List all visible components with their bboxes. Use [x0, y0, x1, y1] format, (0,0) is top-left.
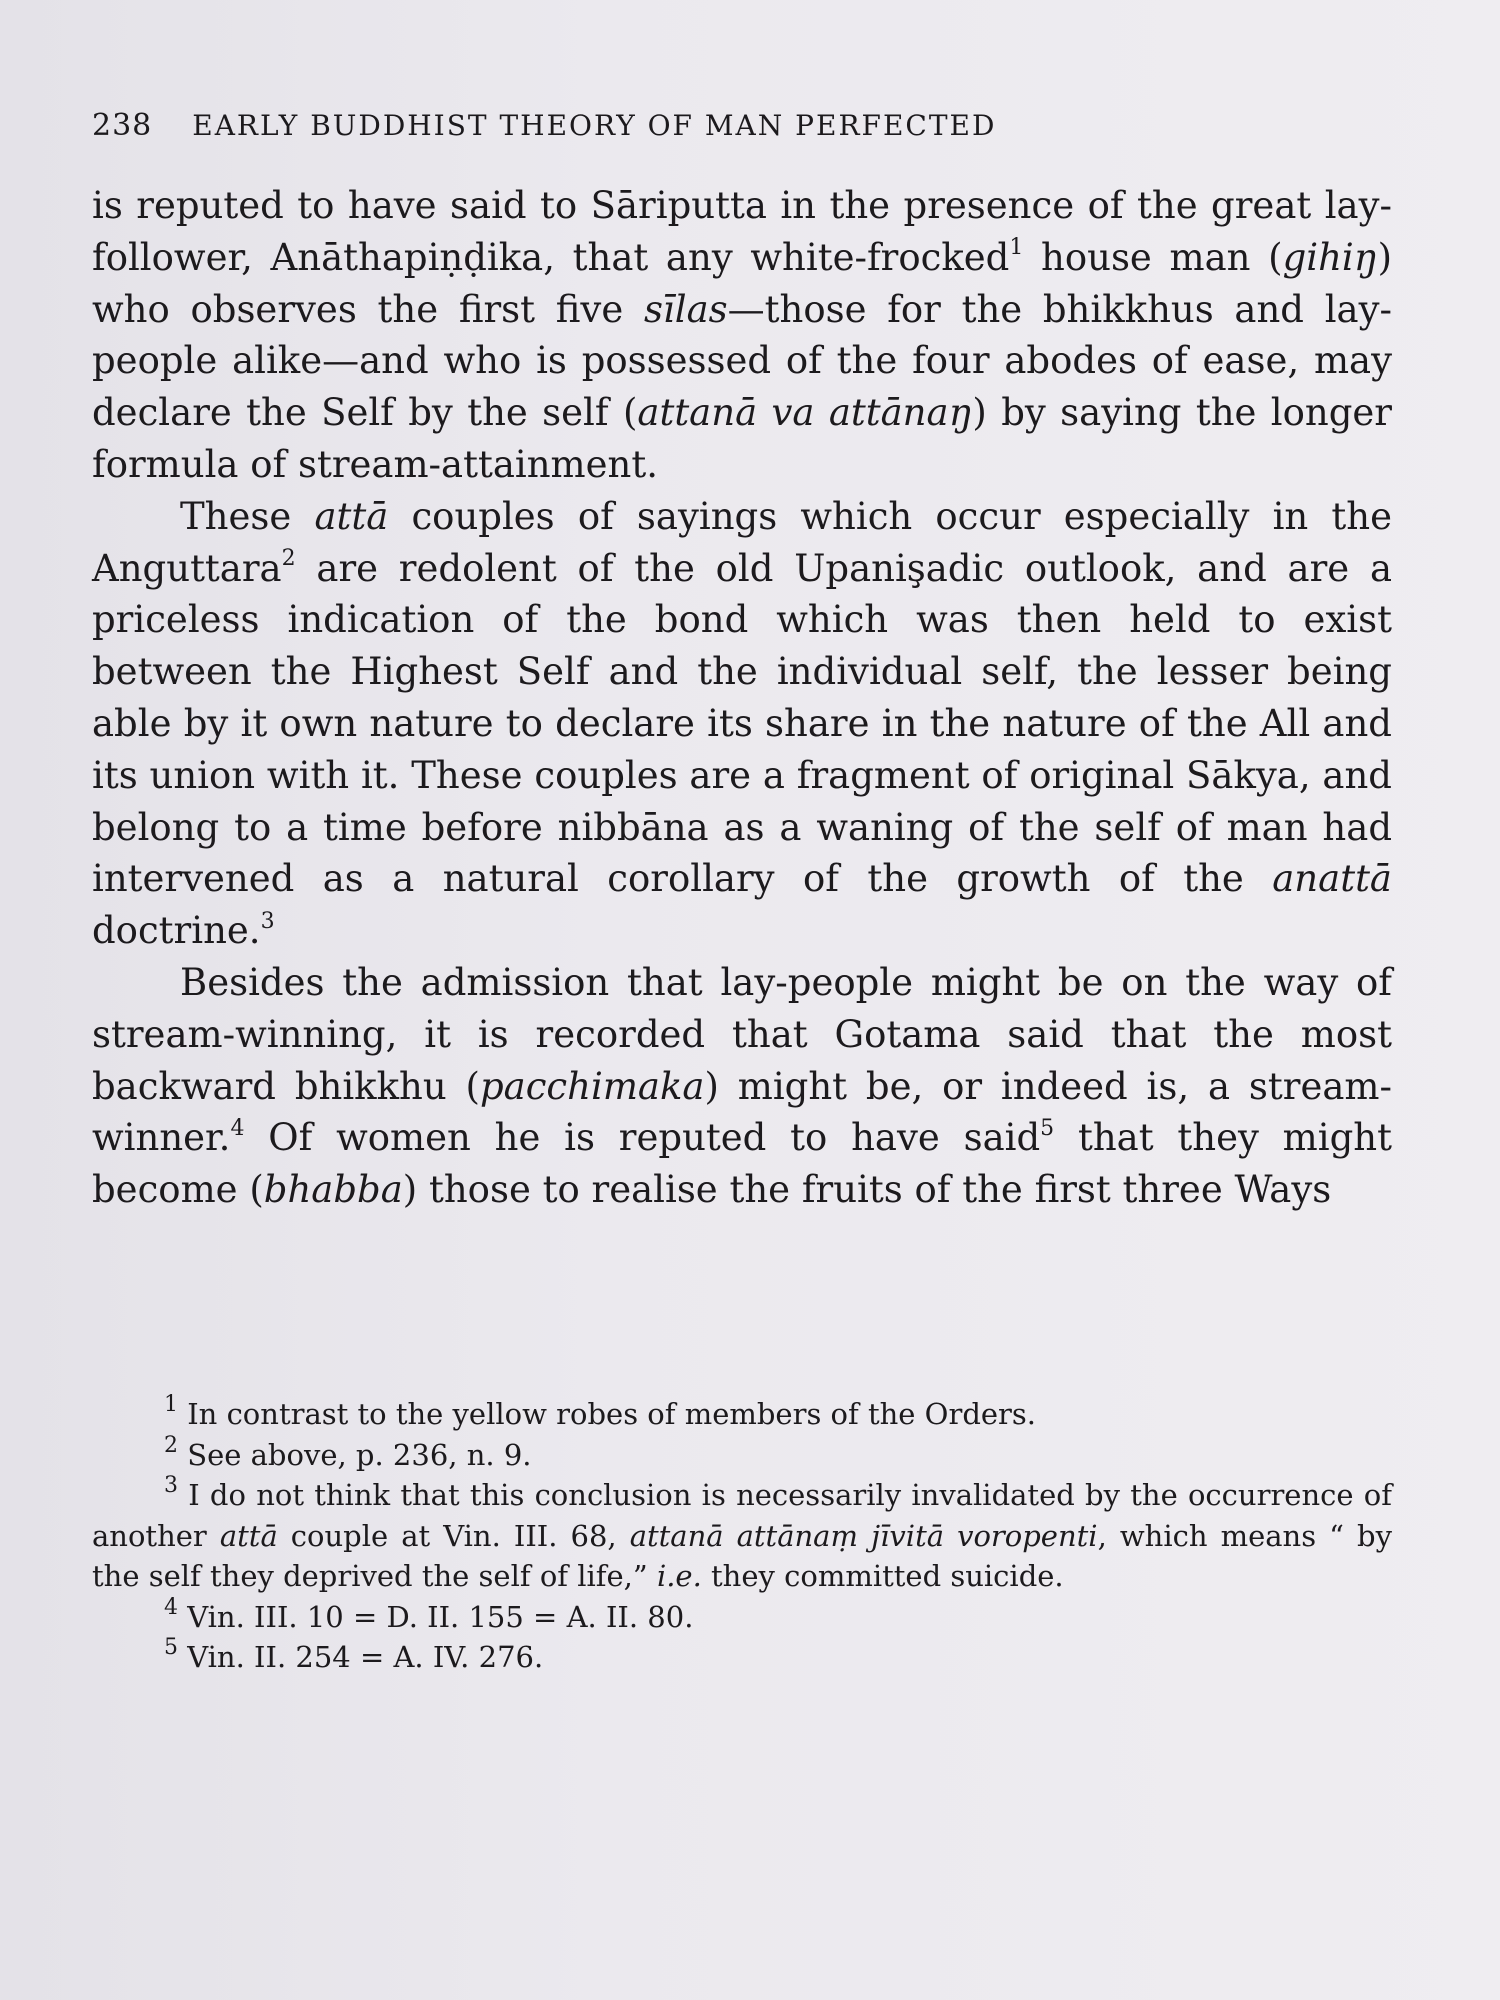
- text-span: Besides the admission that lay-people might be on the way of stream-winning, it is recorded that Gotama said that the most backward bhikkhu (: [92, 960, 1392, 1108]
- footnote-mark: 1: [164, 1392, 178, 1418]
- footnote-text: Vin. III. 10 = D. II. 155 = A. II. 80.: [178, 1599, 694, 1634]
- pali-term: attā: [219, 1518, 278, 1553]
- footnote-3: [92, 1475, 1392, 1597]
- text-span: couples of sayings which occur especially in the Anguttara: [92, 494, 1392, 590]
- footnote-mark: 3: [164, 1473, 178, 1499]
- footnote-text: they committed suicide.: [701, 1559, 1064, 1593]
- page-number: 238: [92, 108, 153, 143]
- pali-term: attā: [314, 494, 389, 538]
- paragraph-3: [92, 957, 1392, 1216]
- footnote-2: [92, 1432, 1392, 1476]
- main-text: [92, 180, 1392, 1216]
- footnote-text: I do not think that this conclusion is necessarily invalidated by the occurrence of another: [92, 1478, 1392, 1553]
- text-span: —those for the bhikkhus and lay-people alike—and who is possessed of the four abodes of ease, may declare the Self by the self (: [92, 287, 1392, 435]
- footnote-5: [92, 1637, 1392, 1678]
- pali-term: sīlas: [643, 287, 728, 331]
- footnote-text: couple at Vin. III. 68,: [277, 1518, 630, 1553]
- abbreviation: i.e.: [656, 1559, 702, 1593]
- running-header: [92, 108, 1392, 143]
- footnote-ref-5: 5: [1040, 1116, 1055, 1142]
- paragraph-1: [92, 180, 1392, 491]
- pali-term: pacchimaka: [479, 1064, 705, 1108]
- text-span: Of women he is reputed to have said: [244, 1116, 1041, 1160]
- footnotes: [92, 1394, 1392, 1678]
- running-title: EARLY BUDDHIST THEORY OF MAN PERFECTED: [192, 109, 997, 142]
- footnote-ref-1: 1: [1009, 235, 1024, 261]
- text-span: These: [180, 494, 315, 538]
- text-span: doctrine.: [92, 909, 261, 953]
- footnote-ref-3: 3: [260, 908, 275, 934]
- paragraph-2: [92, 491, 1392, 957]
- text-span: ) who observes the first five: [92, 235, 1393, 331]
- pali-term: gihiŋ: [1282, 235, 1378, 279]
- footnote-mark: 5: [164, 1635, 178, 1661]
- footnote-text: In contrast to the yellow robes of members of the Orders.: [178, 1397, 1037, 1431]
- footnote-text: , which means “ by the self they deprived the self of life,”: [92, 1518, 1392, 1593]
- footnote-ref-2: 2: [281, 546, 296, 572]
- footnote-mark: 2: [164, 1432, 178, 1458]
- footnote-1: [92, 1394, 1392, 1435]
- text-span: ) those to realise the fruits of the first three Ways: [402, 1168, 1332, 1212]
- footnote-text: Vin. II. 254 = A. IV. 276.: [178, 1640, 544, 1674]
- text-span: house man (: [1023, 235, 1283, 279]
- pali-term: attanā attānaṃ jīvitā voropenti: [629, 1518, 1098, 1553]
- footnote-text: See above, p. 236, n. 9.: [178, 1437, 532, 1472]
- text-span: are redolent of the old Upanişadic outlook, and are a priceless indication of the bond which was then held to exist between the Highest Self and the individual self, the lesser being able by it own nature to declare its share in the nature of the All and its union with it. These couples are a fragment of original Sākya, and belong to a time before nibbāna as a waning of the self of man had intervened as a natural corollary of the growth of the: [92, 546, 1392, 901]
- text-span: that they might become (: [92, 1116, 1392, 1212]
- text-span: is reputed to have said to Sāriputta in the presence of the great lay-follower, Anāthapiṇḍika, that any white-frocked: [92, 184, 1392, 279]
- pali-term: attanā va attānaŋ: [637, 391, 973, 435]
- text-span: ) by saying the longer formula of stream-attainment.: [92, 391, 1392, 486]
- footnote-mark: 4: [164, 1594, 178, 1620]
- text-span: ) might be, or indeed is, a stream-winner.: [92, 1064, 1392, 1160]
- pali-term: anattā: [1272, 857, 1392, 901]
- footnote-4: [92, 1594, 1392, 1638]
- pali-term: bhabba: [263, 1168, 403, 1212]
- footnote-ref-4: 4: [230, 1116, 245, 1142]
